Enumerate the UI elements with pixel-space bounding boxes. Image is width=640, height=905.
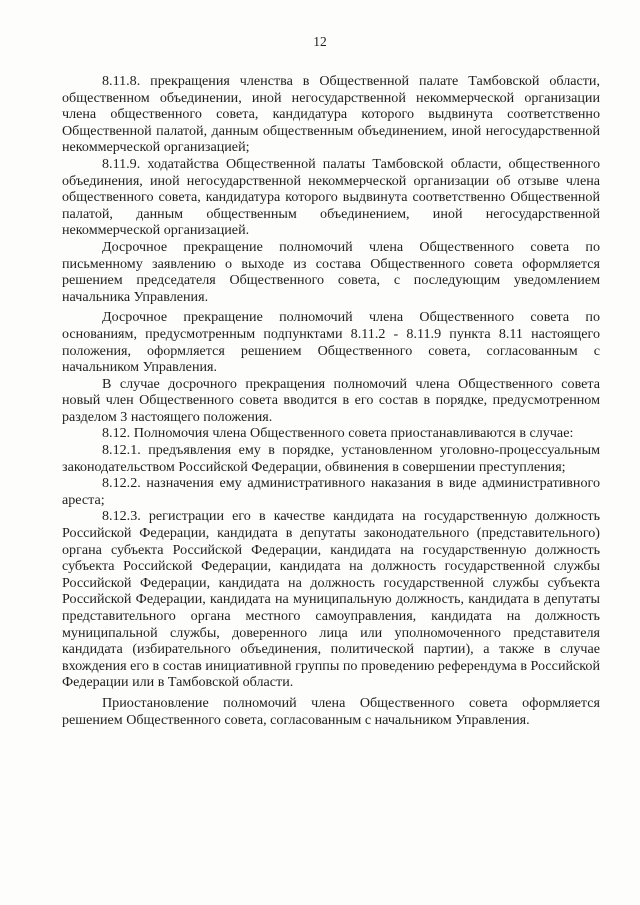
paragraph-early-termination-by-request: Досрочное прекращение полномочий члена Общественного совета по письменному заявлению о выходе из состава Общественного совета оформляется решением председателя Общественного совета, с последующим уведомлением начальника Управления. xyxy=(62,238,600,305)
paragraph-suspension-decision: Приостановление полномочий члена Общественного совета оформляется решением Общественного совета, согласованным с начальником Управления. xyxy=(62,694,600,728)
paragraph-early-termination-by-grounds: Досрочное прекращение полномочий члена Общественного совета по основаниям, предусмотренным подпунктами 8.11.2 - 8.11.9 пункта 8.11 настоящего положения, оформляется решением Общественного совета, согласованным с начальником Управления. xyxy=(62,309,600,376)
page-number: 12 xyxy=(313,34,327,49)
paragraph-8-11-9: 8.11.9. ходатайства Общественной палаты Тамбовской области, общественного объединения, иной негосударственной некоммерческой организации об отзыве члена общественного совета, кандидатура которого выдвинута соответственно Общественной палатой, данным общественным объединением, иной негосударственной некоммерческой организацией. xyxy=(62,155,600,239)
paragraph-new-member: В случае досрочного прекращения полномочий члена Общественного совета новый член Общественного совета вводится в его состав в порядке, предусмотренном разделом 3 настоящего положения. xyxy=(62,375,600,425)
document-body xyxy=(62,73,600,728)
paragraph-8-11-8: 8.11.8. прекращения членства в Общественной палате Тамбовской области, общественном объединении, иной негосударственной некоммерческой организации члена общественного совета, кандидатура которого выдвинута соответственно Общественной палатой, данным общественным объединением, иной негосударственной некоммерческой организацией; xyxy=(62,73,600,156)
paragraph-8-12-2: 8.12.2. назначения ему административного наказания в виде административного ареста; xyxy=(62,475,600,508)
paragraph-8-12-3: 8.12.3. регистрации его в качестве кандидата на государственную должность Российской Федерации, кандидата в депутаты законодательного (представительного) органа субъекта Российской Федерации, кандидата на государственную должность субъекта Российской Федерации, кандидата на должность государственной службы Российской Федерации, кандидата на должность государственной службы субъекта Российской Федерации, кандидата на муниципальную должность, кандидата в депутаты представительного органа местного самоуправления, кандидата на должность муниципальной службы, доверенного лица или уполномоченного представителя кандидата (избирательного объединения, политической партии), а также в случае вхождения его в состав инициативной группы по проведению референдума в Российской Федерации или в Тамбовской области. xyxy=(62,508,600,691)
paragraph-8-12: 8.12. Полномочия члена Общественного совета приостанавливаются в случае: xyxy=(102,425,574,442)
paragraph-8-12-1: 8.12.1. предъявления ему в порядке, установленном уголовно-процессуальным законодательством Российской Федерации, обвинения в совершении преступления; xyxy=(62,442,600,475)
